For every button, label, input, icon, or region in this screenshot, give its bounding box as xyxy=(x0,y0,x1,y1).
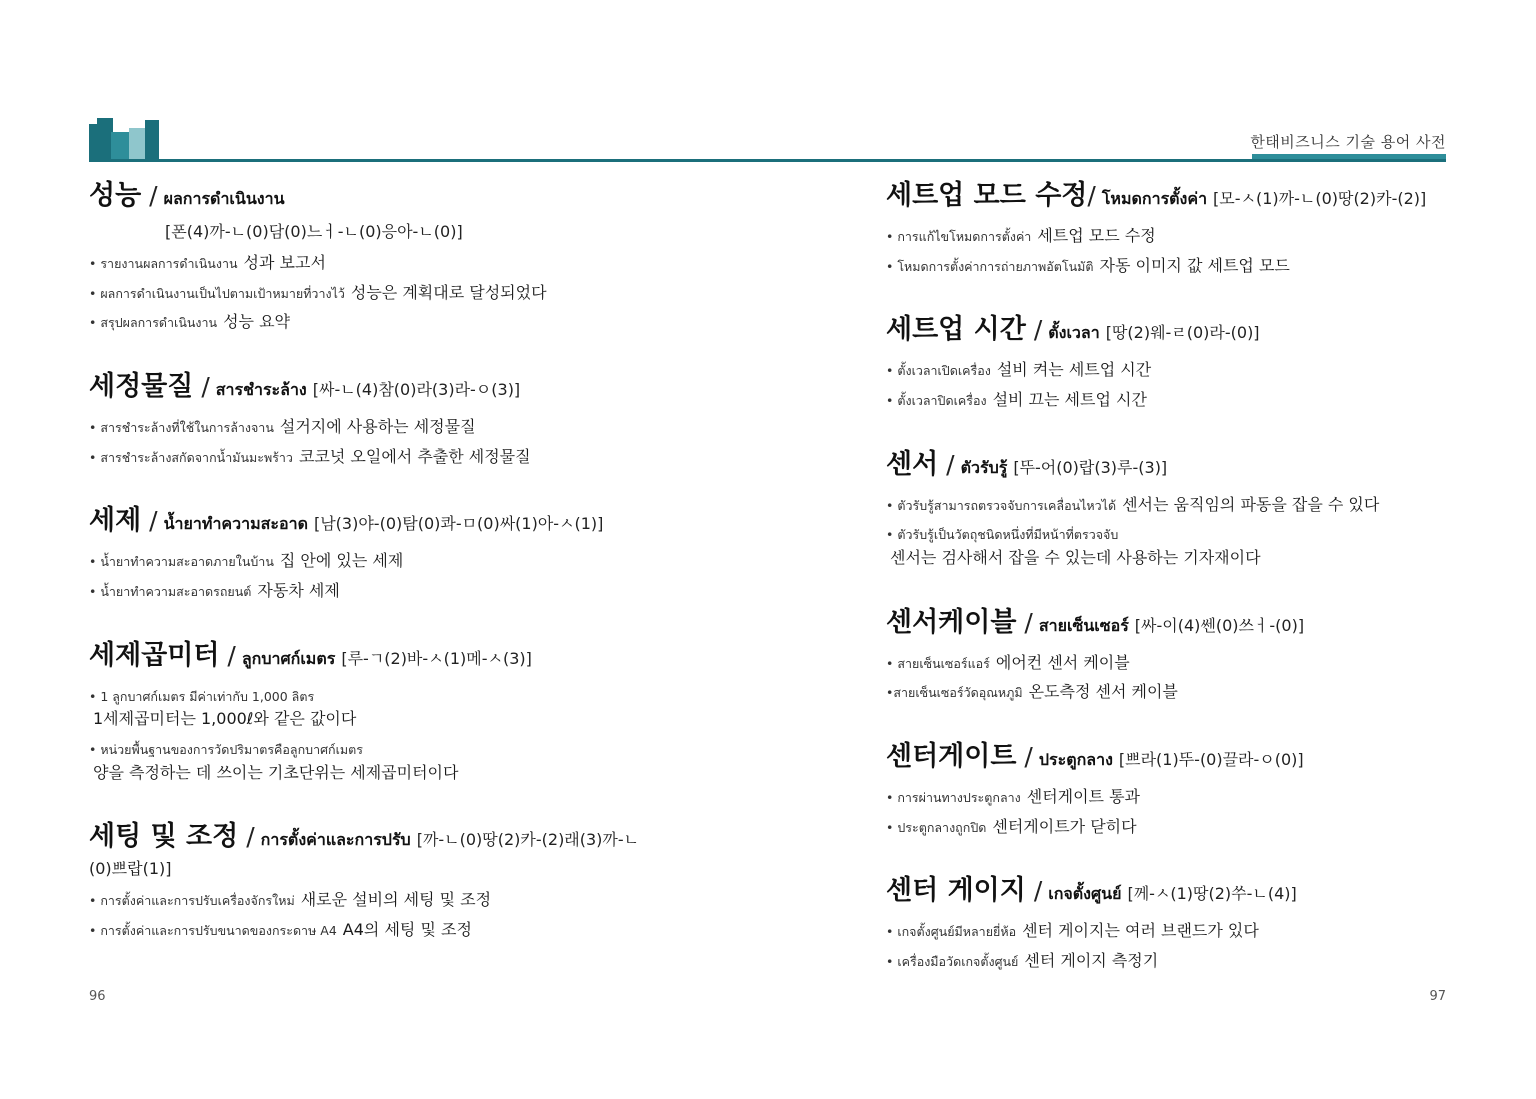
example-thai: • น้ำยาทำความสะอาดรถยนต์ xyxy=(89,583,252,599)
example-thai: • ตั้งเวลาปิดเครื่อง xyxy=(886,393,987,409)
slash-separator: / xyxy=(227,640,236,670)
example-thai: • ผลการดำเนินงานเป็นไปตามเป้าหมายที่วางไว้ xyxy=(89,285,345,301)
entry-term: 세트업 모드 수정 xyxy=(886,180,1088,211)
example-thai: • สายเซ็นเซอร์แอร์ xyxy=(886,655,990,671)
example-korean: 1세제곱미터는 1,000ℓ와 같은 값이다 xyxy=(93,709,357,729)
dictionary-entry xyxy=(886,871,1456,971)
entry-thai-translation: น้ำยาทำความสะอาด xyxy=(163,514,308,534)
example-korean: 온도측정 센서 케이블 xyxy=(1028,682,1178,702)
entry-thai-translation: ผลการดำเนินงาน xyxy=(163,189,285,208)
entry-headline xyxy=(886,603,1456,642)
example-sentence xyxy=(89,446,729,468)
entry-thai-translation: ประตูกลาง xyxy=(1038,749,1113,769)
slash-separator: / xyxy=(946,449,955,479)
header-rule xyxy=(89,159,1446,162)
left-page-column xyxy=(89,176,729,974)
example-korean: 성과 보고서 xyxy=(243,253,326,273)
example-korean: 센서는 움직임의 파동을 잡을 수 있다 xyxy=(1122,494,1380,514)
example-sentence xyxy=(886,523,1456,568)
entry-headline xyxy=(886,310,1456,349)
example-korean: 센터 게이지 측정기 xyxy=(1024,950,1159,970)
entry-thai-translation: ตัวรับรู้ xyxy=(960,457,1008,477)
entry-thai-translation: เกจตั้งศูนย์ xyxy=(1048,884,1122,904)
entry-pronunciation: [께-ㅅ(1)땅(2)쑤-ㄴ(4)] xyxy=(1127,884,1297,904)
example-list xyxy=(886,786,1456,837)
slash-separator: / xyxy=(149,506,158,536)
example-thai: • น้ำยาทำความสะอาดภายในบ้าน xyxy=(89,554,274,570)
example-list xyxy=(89,416,729,467)
entry-pronunciation: [땅(2)웨-ㄹ(0)라-(0)] xyxy=(1105,323,1260,343)
entry-thai-translation: สายเซ็นเซอร์ xyxy=(1038,615,1129,635)
entry-pronunciation: [루-ㄱ(2)바-ㅅ(1)메-ㅅ(3)] xyxy=(341,648,532,668)
dictionary-entry xyxy=(886,445,1456,569)
example-sentence xyxy=(89,311,729,333)
slash-separator: / xyxy=(1087,181,1096,210)
entry-term: 세팅 및 조정 xyxy=(89,821,239,853)
slash-separator: / xyxy=(1033,315,1043,345)
example-list xyxy=(886,494,1456,569)
entry-thai-translation: สารชำระล้าง xyxy=(215,379,307,399)
dictionary-entry xyxy=(886,176,1456,276)
dictionary-entry xyxy=(886,310,1456,410)
slash-separator: / xyxy=(201,371,210,401)
dictionary-entry xyxy=(89,176,729,333)
example-korean: A4의 세팅 및 조정 xyxy=(342,919,472,939)
example-korean: 새로운 설비의 세팅 및 조정 xyxy=(300,890,492,910)
example-korean: 에어컨 센서 케이블 xyxy=(995,652,1130,672)
entry-thai-translation: ลูกบาศก์เมตร xyxy=(241,648,336,668)
example-korean: 센서는 검사해서 잡을 수 있는데 사용하는 기자재이다 xyxy=(890,547,1261,567)
example-sentence xyxy=(886,816,1456,838)
entry-term: 세제곱미터 xyxy=(89,639,220,671)
slash-separator: / xyxy=(149,181,158,210)
example-thai: • เครื่องมือวัดเกจตั้งศูนย์ xyxy=(886,953,1019,969)
entry-term: 센터 게이지 xyxy=(886,875,1026,907)
entry-thai-translation: ตั้งเวลา xyxy=(1048,323,1100,343)
example-list xyxy=(886,225,1456,276)
example-sentence xyxy=(886,786,1456,808)
entry-headline xyxy=(89,367,729,406)
example-sentence xyxy=(886,494,1456,516)
example-korean: 코코넛 오일에서 추출한 세정물질 xyxy=(298,446,531,466)
entry-thai-translation: การตั้งค่าและการปรับ xyxy=(260,830,411,850)
example-thai: • ประตูกลางถูกปิด xyxy=(886,819,987,835)
entry-pronunciation: [까-ㄴ(0)땅(2)카-(2)래(3)까-ㄴ xyxy=(416,830,640,850)
entry-term: 센서케이블 xyxy=(886,606,1017,638)
example-thai: • สารชำระล้างสกัดจากน้ำมันมะพร้าว xyxy=(89,449,293,465)
example-korean: 양을 측정하는 데 쓰이는 기초단위는 세제곱미터이다 xyxy=(93,762,459,782)
example-sentence xyxy=(886,920,1456,942)
entry-headline xyxy=(89,817,729,856)
example-thai: • เกจตั้งศูนย์มีหลายยี่ห้อ xyxy=(886,924,1017,940)
dictionary-entry xyxy=(89,501,729,601)
dictionary-entry xyxy=(886,737,1456,837)
example-korean: 센터게이트가 닫히다 xyxy=(992,816,1137,836)
slash-separator: / xyxy=(1024,741,1033,771)
example-sentence xyxy=(89,580,729,602)
example-korean: 자동 이미지 값 세트업 모드 xyxy=(1099,255,1290,275)
example-korean: 설거지에 사용하는 세정물질 xyxy=(279,417,476,437)
example-thai: • รายงานผลการดำเนินงาน xyxy=(89,256,238,272)
entry-term: 센서 xyxy=(886,448,939,480)
entry-pronunciation: [폰(4)까-ㄴ(0)담(0)느ㅓ-ㄴ(0)응아-ㄴ(0)] xyxy=(165,222,463,242)
entry-term: 세트업 시간 xyxy=(886,314,1026,346)
example-korean: 설비 켜는 세트업 시간 xyxy=(996,360,1152,380)
dictionary-entry xyxy=(89,817,729,940)
example-thai: •สายเซ็นเซอร์วัดอุณหภูมิ xyxy=(886,685,1023,701)
example-thai: • สรุปผลการดำเนินงาน xyxy=(89,315,218,331)
example-korean: 성능 요약 xyxy=(223,312,290,332)
dictionary-entry xyxy=(886,603,1456,703)
example-sentence xyxy=(89,282,729,304)
publisher-logo-graphic xyxy=(89,118,159,162)
example-thai: • ตั้งเวลาเปิดเครื่อง xyxy=(886,363,991,379)
example-list xyxy=(886,652,1456,703)
example-sentence xyxy=(886,359,1456,381)
example-thai: • 1 ลูกบาศก์เมตร มีค่าเท่ากับ 1,000 ลิตร xyxy=(89,688,315,704)
example-sentence xyxy=(886,255,1456,277)
entry-headline xyxy=(886,871,1456,910)
entry-headline xyxy=(89,636,729,675)
entry-pronunciation: [쁘라(1)뚜-(0)끌라-ㅇ(0)] xyxy=(1118,749,1304,769)
entry-term: 세정물질 xyxy=(89,370,194,402)
example-sentence xyxy=(89,550,729,572)
example-thai: • โหมดการตั้งค่าการถ่ายภาพอัตโนมัติ xyxy=(886,258,1094,274)
entry-pronunciation-continued: (0)쁘랍(1)] xyxy=(89,859,172,879)
example-thai: • ตัวรับรู้สามารถตรวจจับการเคลื่อนไหวได้ xyxy=(886,497,1117,513)
example-list xyxy=(89,685,729,783)
entry-thai-translation: โหมดการตั้งค่า xyxy=(1101,189,1208,208)
entry-pronunciation: [싸-ㄴ(4)참(0)라(3)라-ㅇ(3)] xyxy=(312,379,521,399)
example-sentence xyxy=(886,950,1456,972)
example-korean: 세트업 모드 수정 xyxy=(1037,226,1156,246)
example-thai: • การตั้งค่าและการปรับขนาดของกระดาษ A4 xyxy=(89,922,337,938)
slash-separator: / xyxy=(246,822,255,852)
example-list xyxy=(886,920,1456,971)
entry-pronunciation: [남(3)야-(0)탐(0)콰-ㅁ(0)싸(1)아-ㅅ(1)] xyxy=(313,514,604,534)
example-sentence xyxy=(89,416,729,438)
entry-headline xyxy=(886,445,1456,484)
entry-headline xyxy=(886,737,1456,776)
example-list xyxy=(886,359,1456,410)
example-thai: • ตัวรับรู้เป็นวัตถุชนิดหนึ่งที่มีหน้าที่ตรวจจับ xyxy=(886,527,1119,543)
slash-separator: / xyxy=(1024,607,1033,637)
example-sentence xyxy=(886,225,1456,247)
book-title: 한태비즈니스 기술 용어 사전 xyxy=(1250,133,1446,151)
example-sentence xyxy=(89,252,729,274)
example-list xyxy=(89,550,729,601)
page-number-left: 96 xyxy=(89,989,106,1004)
entry-headline xyxy=(89,501,729,540)
example-thai: • การแก้ไขโหมดการตั้งค่า xyxy=(886,229,1032,245)
example-list xyxy=(89,252,729,333)
example-sentence xyxy=(886,389,1456,411)
example-thai: • การผ่านทางประตูกลาง xyxy=(886,790,1021,806)
example-list xyxy=(89,889,729,940)
entry-headline xyxy=(886,176,1456,215)
example-sentence xyxy=(89,685,729,730)
entry-headline xyxy=(89,176,729,215)
example-thai: • สารชำระล้างที่ใช้ในการล้างจาน xyxy=(89,420,274,436)
entry-pronunciation: [모-ㅅ(1)까-ㄴ(0)땅(2)카-(2)] xyxy=(1213,189,1427,208)
entry-term: 세제 xyxy=(89,505,142,537)
example-sentence xyxy=(89,889,729,911)
example-korean: 집 안에 있는 세제 xyxy=(279,551,404,571)
example-korean: 센터 게이지는 여러 브랜드가 있다 xyxy=(1022,921,1259,941)
entry-term: 성능 xyxy=(89,180,142,211)
right-page-column xyxy=(886,176,1456,1006)
example-korean: 설비 끄는 세트업 시간 xyxy=(992,390,1147,410)
entry-pronunciation: [뚜-어(0)랍(3)루-(3)] xyxy=(1013,457,1168,477)
dictionary-entry xyxy=(89,636,729,784)
slash-separator: / xyxy=(1033,876,1043,906)
example-korean: 성능은 계획대로 달성되었다 xyxy=(350,282,547,302)
example-sentence xyxy=(886,652,1456,674)
example-thai: • หน่วยพื้นฐานของการวัดปริมาตรคือลูกบาศก์เมตร xyxy=(89,741,363,757)
entry-pronunciation: [싸-이(4)쎈(0)쓰ㅓ-(0)] xyxy=(1134,615,1305,635)
dictionary-entry xyxy=(89,367,729,467)
example-korean: 센터게이트 통과 xyxy=(1026,787,1141,807)
example-sentence xyxy=(886,681,1456,703)
entry-term: 센터게이트 xyxy=(886,740,1017,772)
example-thai: • การตั้งค่าและการปรับเครื่องจักรใหม่ xyxy=(89,893,295,909)
example-korean: 자동차 세제 xyxy=(257,580,340,600)
example-sentence xyxy=(89,738,729,783)
example-sentence xyxy=(89,919,729,941)
page-number-right: 97 xyxy=(1429,989,1446,1004)
